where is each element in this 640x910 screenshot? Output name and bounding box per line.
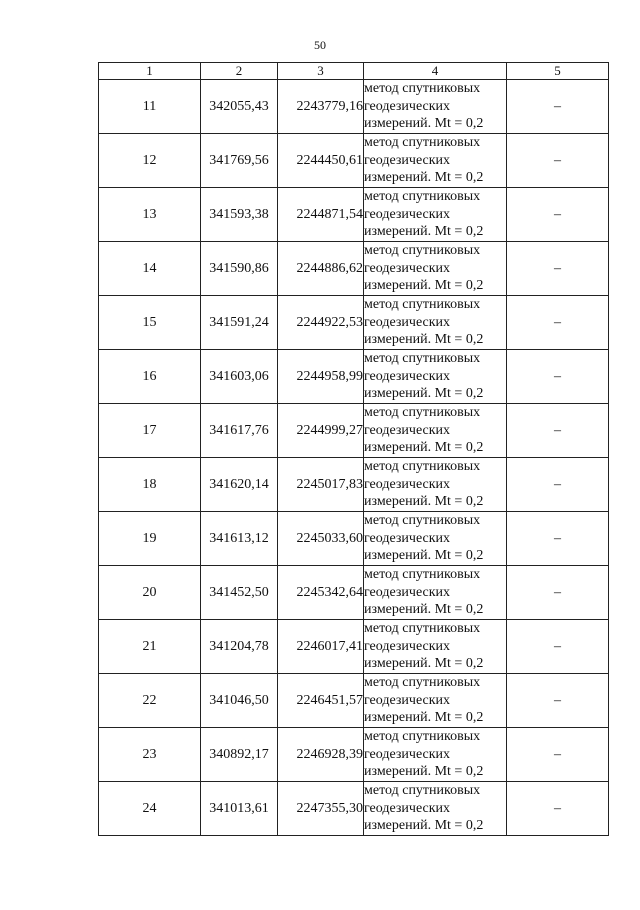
x-coordinate-cell: 341593,38	[201, 188, 278, 242]
method-cell: метод спутниковых геодезических измерений. Mt = 0,2	[364, 188, 507, 242]
y-coordinate-cell: 2244999,27	[278, 404, 364, 458]
page-number: 50	[314, 38, 326, 52]
column-5-cell: –	[507, 728, 609, 782]
table-row	[99, 350, 609, 404]
column-5-cell: –	[507, 782, 609, 836]
point-number-cell: 22	[99, 674, 201, 728]
x-coordinate-cell: 341591,24	[201, 296, 278, 350]
point-number-cell: 18	[99, 458, 201, 512]
y-coordinate-cell: 2247355,30	[278, 782, 364, 836]
table-row	[99, 728, 609, 782]
y-coordinate-cell: 2245342,64	[278, 566, 364, 620]
x-coordinate-cell: 341452,50	[201, 566, 278, 620]
column-5-cell: –	[507, 242, 609, 296]
y-coordinate-cell: 2246928,39	[278, 728, 364, 782]
point-number-cell: 24	[99, 782, 201, 836]
point-number-cell: 14	[99, 242, 201, 296]
method-cell: метод спутниковых геодезических измерений. Mt = 0,2	[364, 80, 507, 134]
column-5-cell: –	[507, 80, 609, 134]
column-5-cell: –	[507, 458, 609, 512]
method-cell: метод спутниковых геодезических измерений. Mt = 0,2	[364, 458, 507, 512]
point-number-cell: 21	[99, 620, 201, 674]
x-coordinate-cell: 341204,78	[201, 620, 278, 674]
column-5-cell: –	[507, 620, 609, 674]
column-header: 1	[99, 63, 201, 80]
y-coordinate-cell: 2244958,99	[278, 350, 364, 404]
column-5-cell: –	[507, 350, 609, 404]
method-cell: метод спутниковых геодезических измерений. Mt = 0,2	[364, 566, 507, 620]
point-number-cell: 20	[99, 566, 201, 620]
table-row	[99, 134, 609, 188]
y-coordinate-cell: 2246451,57	[278, 674, 364, 728]
y-coordinate-cell: 2244886,62	[278, 242, 364, 296]
column-header: 2	[201, 63, 278, 80]
x-coordinate-cell: 341617,76	[201, 404, 278, 458]
table-row	[99, 620, 609, 674]
y-coordinate-cell: 2245017,83	[278, 458, 364, 512]
x-coordinate-cell: 340892,17	[201, 728, 278, 782]
column-5-cell: –	[507, 134, 609, 188]
column-header: 3	[278, 63, 364, 80]
y-coordinate-cell: 2246017,41	[278, 620, 364, 674]
point-number-cell: 12	[99, 134, 201, 188]
column-5-cell: –	[507, 512, 609, 566]
point-number-cell: 13	[99, 188, 201, 242]
table-row	[99, 242, 609, 296]
method-cell: метод спутниковых геодезических измерений. Mt = 0,2	[364, 674, 507, 728]
column-5-cell: –	[507, 674, 609, 728]
column-header: 5	[507, 63, 609, 80]
y-coordinate-cell: 2244450,61	[278, 134, 364, 188]
point-number-cell: 23	[99, 728, 201, 782]
table-row	[99, 674, 609, 728]
point-number-cell: 16	[99, 350, 201, 404]
method-cell: метод спутниковых геодезических измерений. Mt = 0,2	[364, 134, 507, 188]
y-coordinate-cell: 2244871,54	[278, 188, 364, 242]
method-cell: метод спутниковых геодезических измерений. Mt = 0,2	[364, 620, 507, 674]
method-cell: метод спутниковых геодезических измерений. Mt = 0,2	[364, 728, 507, 782]
column-5-cell: –	[507, 296, 609, 350]
method-cell: метод спутниковых геодезических измерений. Mt = 0,2	[364, 296, 507, 350]
column-5-cell: –	[507, 188, 609, 242]
x-coordinate-cell: 341590,86	[201, 242, 278, 296]
table-row	[99, 512, 609, 566]
x-coordinate-cell: 341013,61	[201, 782, 278, 836]
table-row	[99, 80, 609, 134]
y-coordinate-cell: 2243779,16	[278, 80, 364, 134]
point-number-cell: 11	[99, 80, 201, 134]
table-row	[99, 566, 609, 620]
table-row	[99, 296, 609, 350]
method-cell: метод спутниковых геодезических измерений. Mt = 0,2	[364, 404, 507, 458]
x-coordinate-cell: 342055,43	[201, 80, 278, 134]
method-cell: метод спутниковых геодезических измерений. Mt = 0,2	[364, 512, 507, 566]
table-header-row	[99, 63, 609, 80]
point-number-cell: 15	[99, 296, 201, 350]
y-coordinate-cell: 2244922,53	[278, 296, 364, 350]
method-cell: метод спутниковых геодезических измерений. Mt = 0,2	[364, 350, 507, 404]
table-row	[99, 188, 609, 242]
column-header: 4	[364, 63, 507, 80]
point-number-cell: 19	[99, 512, 201, 566]
column-5-cell: –	[507, 566, 609, 620]
x-coordinate-cell: 341046,50	[201, 674, 278, 728]
column-5-cell: –	[507, 404, 609, 458]
method-cell: метод спутниковых геодезических измерений. Mt = 0,2	[364, 782, 507, 836]
method-cell: метод спутниковых геодезических измерений. Mt = 0,2	[364, 242, 507, 296]
x-coordinate-cell: 341603,06	[201, 350, 278, 404]
coordinates-table	[98, 62, 609, 836]
table-row	[99, 458, 609, 512]
x-coordinate-cell: 341613,12	[201, 512, 278, 566]
y-coordinate-cell: 2245033,60	[278, 512, 364, 566]
x-coordinate-cell: 341620,14	[201, 458, 278, 512]
table-row	[99, 404, 609, 458]
table-row	[99, 782, 609, 836]
x-coordinate-cell: 341769,56	[201, 134, 278, 188]
point-number-cell: 17	[99, 404, 201, 458]
